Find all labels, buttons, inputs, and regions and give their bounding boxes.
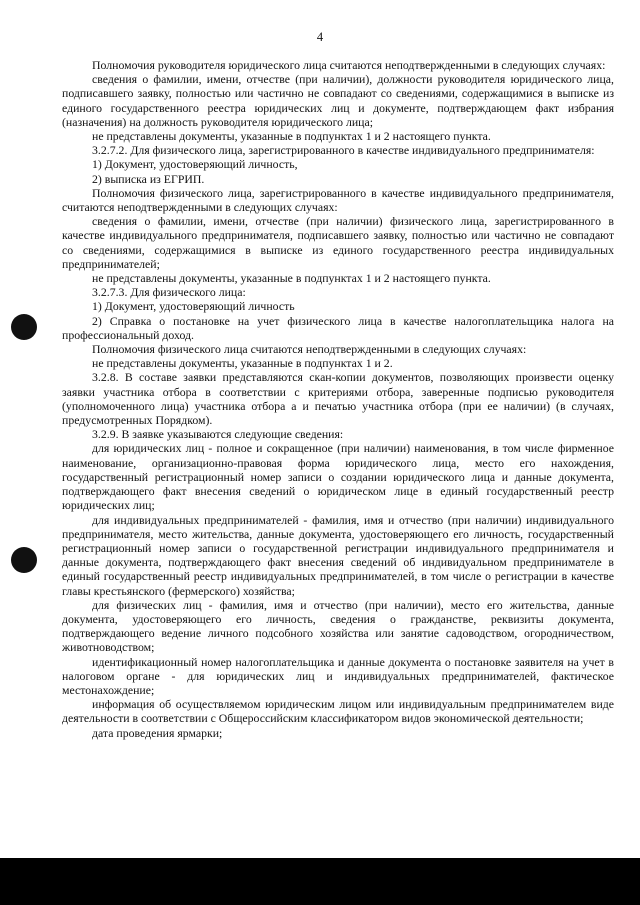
paragraph: сведения о фамилии, имени, отчестве (при наличии), должности руководителя юридического лица, подписавшего заявку, полностью или частично не совпадают со сведениями, содержащимися в выписке из единого государственного реестра юридических лиц и документе, подтверждающем факт избрания (назначения) на должность руководителя юридического лица;	[62, 72, 614, 129]
paragraph: 3.2.9. В заявке указываются следующие сведения:	[92, 427, 344, 442]
paragraph: 1) Документ, удостоверяющий личность,	[92, 157, 298, 172]
paragraph: для физических лиц - фамилия, имя и отчество (при наличии), место его жительства, данные документа, удостоверяющего его личность, сведения о гражданстве, реквизиты документа, подтверждающего ведение личного подсобного хозяйства или занятие садоводством, огородничеством, животноводством;	[62, 597, 614, 655]
paragraph: информация об осуществляемом юридическим лицом или индивидуальным предпринимателем виде деятельности в соответствии с Общероссийским классификатором видов экономической деятельности;	[62, 697, 614, 726]
paragraph: не представлены документы, указанные в подпунктах 1 и 2 настоящего пункта.	[92, 271, 491, 286]
paragraph: не представлены документы, указанные в подпунктах 1 и 2.	[92, 356, 393, 371]
paragraph: 3.2.7.2. Для физического лица, зарегистрированного в качестве индивидуального предпринимателя:	[92, 143, 595, 158]
punch-hole-top	[11, 314, 37, 340]
paragraph: 3.2.7.3. Для физического лица:	[92, 285, 246, 300]
paragraph: Полномочия физического лица считаются неподтвержденными в следующих случаях:	[92, 342, 527, 357]
document-body	[62, 58, 614, 740]
scan-edge-band	[0, 858, 640, 905]
paragraph: для индивидуальных предпринимателей - фамилия, имя и отчество (при наличии) индивидуального предпринимателя, место жительства, данные документа, удостоверяющего его личность, государственный регистрационный номер записи о государственной регистрации индивидуального предпринимателя и данные документа, подтверждающего факт внесения сведений об индивидуальном предпринимателе в единый государственный реестр индивидуальных предпринимателей, в том числе о регистрации в качестве главы крестьянского (фермерского) хозяйства;	[62, 512, 614, 598]
paragraph: сведения о фамилии, имени, отчестве (при наличии) физического лица, зарегистрированного в качестве индивидуального предпринимателя, подписавшего заявку, полностью или частично не совпадают со сведениями, содержащимися в выписке из единого государственного реестра индивидуальных предпринимателей;	[62, 214, 614, 271]
paragraph: Полномочия физического лица, зарегистрированного в качестве индивидуального предпринимателя, считаются неподтвержденными в следующих случаях:	[62, 185, 614, 215]
paragraph: дата проведения ярмарки;	[92, 725, 223, 740]
paragraph: 3.2.8. В составе заявки представляются скан-копии документов, позволяющих произвести оценку заявки участника отбора в соответствии с критериями отбора, заверенные подписью руководителя (уполномоченного лица) участника отбора а и печатью участника отбора (при ее наличии) (в случаях, предусмотренных Порядком).	[62, 370, 614, 428]
paragraph: для юридических лиц - полное и сокращенное (при наличии) наименования, в том числе фирменное наименование, организационно-правовая форма юридического лица, место его нахождения, государственный регистрационный номер записи о создании юридического лица и данные документа, подтверждающего факт внесения сведений о юридическом лице в единый государственный реестр юридических лиц;	[62, 441, 614, 513]
paragraph: Полномочия руководителя юридического лица считаются неподтвержденными в следующих случаях:	[92, 58, 606, 72]
paragraph: не представлены документы, указанные в подпунктах 1 и 2 настоящего пункта.	[92, 129, 491, 144]
punch-hole-bottom	[11, 547, 37, 573]
paragraph: 1) Документ, удостоверяющий личность	[92, 299, 295, 314]
paragraph: 2) выписка из ЕГРИП.	[92, 171, 205, 186]
paragraph: 2) Справка о постановке на учет физического лица в качестве налогоплательщика налога на профессиональный доход.	[62, 313, 614, 342]
page-number: 4	[316, 30, 324, 44]
paragraph: идентификационный номер налогоплательщика и данные документа о постановке заявителя на учет в налоговом органе - для юридических лиц и индивидуальных предпринимателей, фактическое местонахождение;	[62, 654, 614, 697]
